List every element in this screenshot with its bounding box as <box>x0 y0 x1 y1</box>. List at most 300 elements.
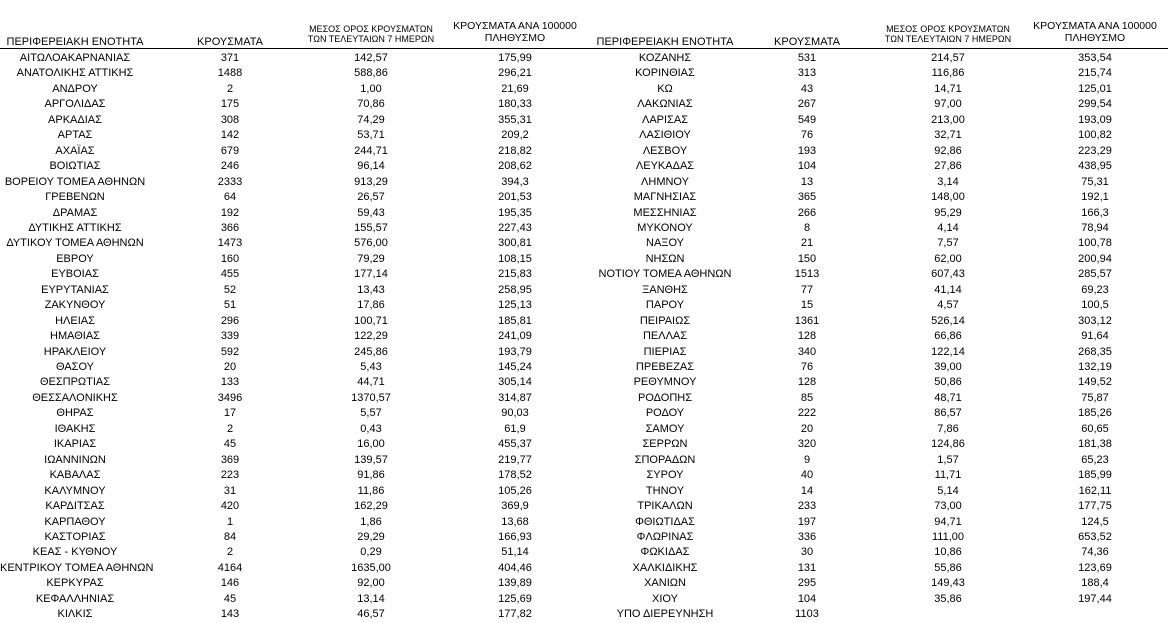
avg-cell: 94,71 <box>934 515 962 528</box>
cases-cell: 13 <box>800 175 814 188</box>
table-row <box>0 453 590 468</box>
cases-cell: 2 <box>226 546 234 559</box>
avg-cell: 148,00 <box>931 191 965 204</box>
cases-cell: 52 <box>223 283 237 296</box>
table-row <box>590 66 1168 81</box>
per100k-cell: 258,95 <box>498 283 532 296</box>
avg-cell: 1,57 <box>937 453 959 466</box>
per100k-cell: 314,87 <box>498 391 532 404</box>
per100k-cell: 200,94 <box>1078 252 1112 265</box>
table-row <box>590 592 1168 607</box>
per100k-cell: 180,33 <box>498 98 532 111</box>
table-row <box>590 144 1168 159</box>
region-cell: ΠΕΙΡΑΙΩΣ <box>639 314 691 327</box>
avg-cell: 11,86 <box>357 484 385 497</box>
per100k-cell: 100,5 <box>1081 299 1109 312</box>
avg-cell: 13,14 <box>357 592 385 605</box>
avg-cell: 92,00 <box>357 577 385 590</box>
table-row <box>0 499 590 514</box>
cases-cell: 1513 <box>794 268 820 281</box>
cases-cell: 371 <box>220 52 240 64</box>
per100k-cell: 369,9 <box>501 500 529 513</box>
region-cell: ΚΑΣΤΟΡΙΑΣ <box>44 530 106 543</box>
cases-cell: 45 <box>223 592 237 605</box>
cases-cell: 133 <box>220 376 240 389</box>
table-row <box>590 545 1168 560</box>
per100k-cell: 91,64 <box>1081 330 1109 343</box>
table-row <box>590 375 1168 390</box>
region-cell: ΡΕΘΥΜΝΟΥ <box>633 376 697 389</box>
avg-cell: 7,86 <box>937 422 959 435</box>
cases-cell: 20 <box>800 422 814 435</box>
cases-cell: 295 <box>797 577 817 590</box>
cases-cell: 223 <box>220 469 240 482</box>
table-row <box>0 329 590 344</box>
cases-cell: 266 <box>797 206 817 219</box>
cases-cell: 3496 <box>217 391 243 404</box>
region-cell: ΔΡΑΜΑΣ <box>52 206 98 219</box>
header-region-right <box>590 36 740 50</box>
avg-cell: 5,43 <box>360 361 382 373</box>
per100k-cell: 166,3 <box>1081 206 1109 219</box>
per100k-cell: 21,69 <box>501 82 529 95</box>
per100k-cell: 193,79 <box>498 345 532 358</box>
region-cell: ΚΕΝΤΡΙΚΟΥ ΤΟΜΕΑ ΑΘΗΝΩΝ <box>0 561 154 574</box>
region-cell: ΓΡΕΒΕΝΩΝ <box>45 191 105 204</box>
per100k-cell: 209,2 <box>501 129 529 142</box>
table-row <box>590 484 1168 499</box>
region-cell: ΛΕΥΚΑΔΑΣ <box>635 160 695 173</box>
avg-cell: 1635,00 <box>351 561 391 574</box>
region-cell: ΧΑΛΚΙΔΙΚΗΣ <box>632 561 698 574</box>
avg-cell: 4,57 <box>937 299 959 312</box>
cases-cell: 175 <box>220 98 240 111</box>
cases-cell: 30 <box>800 546 814 559</box>
region-cell: ΥΠΟ ΔΙΕΡΕΥΝΗΣΗ <box>616 608 714 621</box>
table-row <box>590 607 1168 622</box>
avg-cell: 526,14 <box>931 314 965 327</box>
header-cases-text: ΚΡΟΥΣΜΑΤΑ <box>197 36 263 48</box>
table-row <box>590 453 1168 468</box>
header-region-text: ΠΕΡΙΦΕΡΕΙΑΚΗ ΕΝΟΤΗΤΑ <box>6 36 144 48</box>
avg-cell: 155,57 <box>354 221 388 234</box>
avg-cell: 177,14 <box>354 268 388 281</box>
region-cell: ΠΡΕΒΕΖΑΣ <box>635 361 695 373</box>
cases-cell: 366 <box>220 221 240 234</box>
per100k-cell: 100,82 <box>1078 129 1112 142</box>
per100k-cell: 178,52 <box>498 469 532 482</box>
cases-cell: 131 <box>797 561 817 574</box>
per100k-cell: 192,1 <box>1081 191 1109 204</box>
header-cases-right-text: ΚΡΟΥΣΜΑΤΑ <box>774 36 840 48</box>
table-row <box>0 175 590 190</box>
table-row <box>590 406 1168 421</box>
avg-cell: 10,86 <box>934 546 962 559</box>
cases-cell: 2 <box>226 422 234 435</box>
per100k-cell: 268,35 <box>1078 345 1112 358</box>
per100k-cell: 166,93 <box>498 530 532 543</box>
region-cell: ΠΙΕΡΙΑΣ <box>643 345 687 358</box>
region-cell: ΔΥΤΙΚΟΥ ΤΟΜΕΑ ΑΘΗΝΩΝ <box>6 237 144 250</box>
table-row <box>0 576 590 591</box>
cases-cell: 150 <box>797 252 817 265</box>
region-cell: ΧΙΟΥ <box>652 592 678 605</box>
avg-cell: 1370,57 <box>351 391 391 404</box>
region-cell: ΔΥΤΙΚΗΣ ΑΤΤΙΚΗΣ <box>28 221 122 234</box>
per100k-cell: 223,29 <box>1078 144 1112 157</box>
region-cell: ΛΑΚΩΝΙΑΣ <box>637 98 693 111</box>
region-cell: ΡΟΔΟΥ <box>645 407 685 420</box>
cases-cell: 85 <box>800 391 814 404</box>
cases-cell: 2333 <box>217 175 243 188</box>
avg-cell: 66,86 <box>934 330 962 343</box>
cases-cell: 336 <box>797 530 817 543</box>
cases-cell: 679 <box>220 144 240 157</box>
avg-cell: 122,14 <box>931 345 965 358</box>
header-cases <box>185 36 275 50</box>
per100k-cell: 145,24 <box>498 361 532 373</box>
per100k-cell: 201,53 <box>498 191 532 204</box>
cases-cell: 15 <box>800 299 814 312</box>
avg-cell: 39,00 <box>934 361 962 373</box>
region-cell: ΙΚΑΡΙΑΣ <box>53 438 97 451</box>
per100k-cell: 177,75 <box>1078 500 1112 513</box>
cases-cell: 1103 <box>795 608 819 621</box>
table-row <box>590 391 1168 406</box>
avg-cell: 96,14 <box>357 160 385 173</box>
per100k-cell: 296,21 <box>498 67 532 80</box>
cases-cell: 1361 <box>794 314 820 327</box>
avg-cell: 162,29 <box>354 500 388 513</box>
avg-cell: 13,43 <box>357 283 385 296</box>
cases-cell: 128 <box>797 376 817 389</box>
cases-cell: 43 <box>800 82 814 95</box>
table-row <box>590 437 1168 452</box>
per100k-cell: 299,54 <box>1078 98 1112 111</box>
per100k-cell: 355,31 <box>498 113 532 126</box>
per100k-cell: 61,9 <box>504 422 526 435</box>
region-cell: ΚΕΦΑΛΛΗΝΙΑΣ <box>35 592 115 605</box>
table-row <box>0 437 590 452</box>
region-cell: ΚΩ <box>657 82 673 95</box>
region-cell: ΝΟΤΙΟΥ ΤΟΜΕΑ ΑΘΗΝΩΝ <box>598 268 732 281</box>
table-row <box>590 267 1168 282</box>
table-row <box>0 82 590 97</box>
cases-cell: 296 <box>220 314 240 327</box>
cases-cell: 64 <box>223 191 237 204</box>
table-row <box>0 515 590 530</box>
region-cell: ΣΥΡΟΥ <box>646 469 684 482</box>
avg-cell: 100,71 <box>354 314 388 327</box>
table-row <box>0 252 590 267</box>
region-cell: ΖΑΚΥΝΘΟΥ <box>44 299 106 312</box>
per100k-cell: 394,3 <box>501 175 529 188</box>
region-cell: ΦΛΩΡΙΝΑΣ <box>636 530 694 543</box>
avg-cell: 74,29 <box>357 113 385 126</box>
avg-cell: 50,86 <box>934 376 962 389</box>
header-per100k-line1: ΚΡΟΥΣΜΑΤΑ ΑΝΑ 100000 <box>453 20 577 32</box>
cases-cell: 222 <box>797 407 817 420</box>
region-cell: ΚΑΛΥΜΝΟΥ <box>44 484 106 497</box>
table-row <box>0 66 590 81</box>
region-cell: ΑΧΑΪΑΣ <box>55 144 95 157</box>
per100k-cell: 197,44 <box>1078 592 1112 605</box>
table-row <box>0 360 590 375</box>
cases-cell: 77 <box>800 283 814 296</box>
per100k-cell: 65,23 <box>1081 453 1109 466</box>
region-cell: ΑΝΑΤΟΛΙΚΗΣ ΑΤΤΙΚΗΣ <box>16 67 134 80</box>
region-cell: ΤΗΝΟΥ <box>645 484 685 497</box>
table-row <box>0 422 590 437</box>
per100k-cell: 124,5 <box>1081 515 1109 528</box>
avg-cell: 3,14 <box>937 175 959 188</box>
per100k-cell: 123,69 <box>1078 561 1112 574</box>
cases-cell: 455 <box>220 268 240 281</box>
per100k-cell: 90,03 <box>501 407 529 420</box>
avg-cell: 576,00 <box>354 237 388 250</box>
avg-cell: 17,86 <box>357 299 385 312</box>
region-cell: ΚΟΡΙΝΘΙΑΣ <box>635 67 695 80</box>
per100k-cell: 305,14 <box>498 376 532 389</box>
region-cell: ΚΕΡΚΥΡΑΣ <box>46 577 104 590</box>
cases-cell: 146 <box>220 577 240 590</box>
cases-cell: 51 <box>223 299 237 312</box>
region-cell: ΣΑΜΟΥ <box>645 422 685 435</box>
per100k-cell: 132,19 <box>1078 361 1112 373</box>
region-cell: ΑΡΓΟΛΙΔΑΣ <box>44 98 106 111</box>
table-row <box>590 113 1168 128</box>
table-row <box>0 298 590 313</box>
region-cell: ΛΕΣΒΟΥ <box>642 144 688 157</box>
per100k-cell: 215,83 <box>498 268 532 281</box>
cases-cell: 45 <box>223 438 237 451</box>
cases-cell: 233 <box>797 500 817 513</box>
per100k-cell: 108,15 <box>498 252 532 265</box>
per100k-cell: 215,74 <box>1078 67 1112 80</box>
table-row <box>590 159 1168 174</box>
avg-cell: 46,57 <box>357 608 385 621</box>
avg-cell: 55,86 <box>934 561 962 574</box>
table-row <box>0 128 590 143</box>
avg-cell: 139,57 <box>354 453 388 466</box>
cases-cell: 592 <box>220 345 240 358</box>
cases-cell: 104 <box>797 160 817 173</box>
table-row <box>0 283 590 298</box>
per100k-cell: 438,95 <box>1078 160 1112 173</box>
cases-cell: 17 <box>223 407 237 420</box>
cases-cell: 339 <box>220 330 240 343</box>
avg-cell: 607,43 <box>931 268 965 281</box>
avg-cell: 70,86 <box>357 98 385 111</box>
per100k-cell: 208,62 <box>498 160 532 173</box>
avg-cell: 0,43 <box>360 422 382 435</box>
per100k-cell: 219,77 <box>498 453 532 466</box>
region-cell: ΕΥΡΥΤΑΝΙΑΣ <box>41 283 109 296</box>
region-cell: ΚΑΡΠΑΘΟΥ <box>44 515 106 528</box>
table-row <box>0 314 590 329</box>
table-row <box>0 345 590 360</box>
header-per100k-right-line1: ΚΡΟΥΣΜΑΤΑ ΑΝΑ 100000 <box>1033 20 1157 32</box>
region-cell: ΜΑΓΝΗΣΙΑΣ <box>633 191 697 204</box>
region-cell: ΘΗΡΑΣ <box>56 407 94 420</box>
cases-cell: 192 <box>220 206 240 219</box>
table-row <box>590 190 1168 205</box>
avg-cell: 1,86 <box>360 515 382 528</box>
cases-cell: 369 <box>220 453 240 466</box>
table-row <box>0 97 590 112</box>
cases-cell: 420 <box>220 500 240 513</box>
per100k-cell: 181,38 <box>1078 438 1112 451</box>
per100k-cell: 139,89 <box>498 577 532 590</box>
table-row <box>0 159 590 174</box>
per100k-cell: 353,54 <box>1078 52 1112 64</box>
per100k-cell: 125,01 <box>1078 82 1112 95</box>
region-cell: ΑΙΤΩΛΟΑΚΑΡΝΑΝΙΑΣ <box>19 52 131 64</box>
cases-cell: 313 <box>797 67 817 80</box>
cases-cell: 193 <box>797 144 817 157</box>
per100k-cell: 75,87 <box>1081 391 1109 404</box>
cases-cell: 40 <box>800 469 814 482</box>
avg-cell: 214,57 <box>931 52 965 64</box>
table-row <box>0 592 590 607</box>
avg-cell: 149,43 <box>931 577 965 590</box>
region-cell: ΠΑΡΟΥ <box>645 299 685 312</box>
table-row <box>590 515 1168 530</box>
table-row <box>0 391 590 406</box>
per100k-cell: 105,26 <box>498 484 532 497</box>
region-cell: ΑΡΚΑΔΙΑΣ <box>48 113 102 126</box>
table-row <box>590 175 1168 190</box>
region-cell: ΙΩΑΝΝΙΝΩΝ <box>44 453 106 466</box>
table-row <box>590 298 1168 313</box>
per100k-cell: 162,11 <box>1078 484 1112 497</box>
table-row <box>590 128 1168 143</box>
avg-cell: 73,00 <box>934 500 962 513</box>
per100k-cell: 285,57 <box>1078 268 1112 281</box>
header-cases-right <box>762 36 852 50</box>
avg-cell: 59,43 <box>357 206 385 219</box>
avg-cell: 79,29 <box>357 252 385 265</box>
cases-cell: 76 <box>800 129 814 142</box>
cases-cell: 31 <box>223 484 237 497</box>
cases-cell: 365 <box>797 191 817 204</box>
table-row <box>590 329 1168 344</box>
cases-cell: 104 <box>797 592 817 605</box>
table-row <box>0 190 590 205</box>
region-cell: ΤΡΙΚΑΛΩΝ <box>637 500 693 513</box>
region-cell: ΣΕΡΡΩΝ <box>642 438 688 451</box>
per100k-cell: 13,68 <box>501 515 529 528</box>
region-cell: ΛΑΡΙΣΑΣ <box>641 113 688 126</box>
cases-cell: 1488 <box>217 67 243 80</box>
per100k-cell: 69,23 <box>1081 283 1109 296</box>
cases-cell: 20 <box>223 361 237 373</box>
region-cell: ΛΑΣΙΘΙΟΥ <box>639 129 691 142</box>
region-cell: ΑΝΔΡΟΥ <box>52 82 98 95</box>
avg-cell: 97,00 <box>934 98 962 111</box>
per100k-cell: 300,81 <box>498 237 532 250</box>
avg-cell: 4,14 <box>937 221 959 234</box>
avg-cell: 111,00 <box>931 530 964 543</box>
region-cell: ΚΙΛΚΙΣ <box>57 608 93 621</box>
header-per100k-right-line2: ΠΛΗΘΥΣΜΟ <box>1064 32 1126 44</box>
table-row <box>0 607 590 622</box>
region-cell: ΦΩΚΙΔΑΣ <box>640 546 690 559</box>
region-cell: ΡΟΔΟΠΗΣ <box>637 391 693 404</box>
cases-cell: 246 <box>220 160 240 173</box>
table-row <box>0 484 590 499</box>
header-region-right-text: ΠΕΡΙΦΕΡΕΙΑΚΗ ΕΝΟΤΗΤΑ <box>596 36 734 48</box>
region-cell: ΚΕΑΣ - ΚΥΘΝΟΥ <box>32 546 118 559</box>
region-cell: ΜΥΚΟΝΟΥ <box>637 221 693 234</box>
cases-cell: 267 <box>797 98 817 111</box>
avg-cell: 16,00 <box>357 438 385 451</box>
table-row <box>590 345 1168 360</box>
region-cell: ΜΕΣΣΗΝΙΑΣ <box>633 206 697 219</box>
table-row <box>590 206 1168 221</box>
region-cell: ΚΟΖΑΝΗΣ <box>638 52 692 64</box>
cases-cell: 1 <box>226 515 234 528</box>
table-row <box>0 530 590 545</box>
per100k-cell: 175,99 <box>498 52 532 64</box>
per100k-cell: 195,35 <box>498 206 532 219</box>
per100k-cell: 227,43 <box>498 221 532 234</box>
region-cell: ΛΗΜΝΟΥ <box>641 175 689 188</box>
region-cell: ΘΑΣΟΥ <box>55 361 95 373</box>
table-row <box>590 561 1168 576</box>
region-cell: ΗΛΕΙΑΣ <box>55 314 95 327</box>
avg-cell: 14,71 <box>934 82 962 95</box>
avg-cell: 95,29 <box>934 206 962 219</box>
avg-cell: 122,29 <box>354 330 388 343</box>
header-avg-line1: ΜΕΣΟΣ ΟΡΟΣ ΚΡΟΥΣΜΑΤΩΝ <box>309 24 433 34</box>
avg-cell: 11,71 <box>934 469 962 482</box>
per100k-cell: 60,65 <box>1081 422 1109 435</box>
table-row <box>590 252 1168 267</box>
avg-cell: 913,29 <box>354 175 388 188</box>
cases-cell: 128 <box>797 330 817 343</box>
cases-cell: 549 <box>797 113 817 126</box>
cases-cell: 143 <box>220 608 240 621</box>
region-cell: ΙΘΑΚΗΣ <box>54 422 96 435</box>
table-row <box>590 499 1168 514</box>
table-row <box>590 82 1168 97</box>
cases-cell: 1473 <box>217 237 243 250</box>
table-row <box>0 113 590 128</box>
per100k-cell: 303,12 <box>1078 314 1112 327</box>
cases-cell: 8 <box>803 221 811 234</box>
cases-cell: 4164 <box>217 561 243 574</box>
cases-cell: 84 <box>223 530 237 543</box>
table-row <box>590 236 1168 251</box>
header-avg-right-line1: ΜΕΣΟΣ ΟΡΟΣ ΚΡΟΥΣΜΑΤΩΝ <box>886 24 1010 34</box>
per100k-cell: 455,37 <box>498 438 532 451</box>
cases-cell: 76 <box>800 361 814 373</box>
region-cell: ΚΑΡΔΙΤΣΑΣ <box>45 500 105 513</box>
per100k-cell: 653,52 <box>1078 530 1112 543</box>
region-cell: ΣΠΟΡΑΔΩΝ <box>634 453 696 466</box>
region-cell: ΗΜΑΘΙΑΣ <box>50 330 100 343</box>
avg-cell: 41,14 <box>934 283 962 296</box>
table-row <box>590 576 1168 591</box>
region-cell: ΒΟΙΩΤΙΑΣ <box>49 160 101 173</box>
avg-cell: 26,57 <box>357 191 385 204</box>
per100k-cell: 75,31 <box>1081 175 1109 188</box>
avg-cell: 213,00 <box>931 113 965 126</box>
header-avg-line2: ΤΩΝ ΤΕΛΕΥΤΑΙΩΝ 7 ΗΜΕΡΩΝ <box>307 34 435 44</box>
region-cell: ΠΕΛΛΑΣ <box>642 330 688 343</box>
table-row <box>590 221 1168 236</box>
